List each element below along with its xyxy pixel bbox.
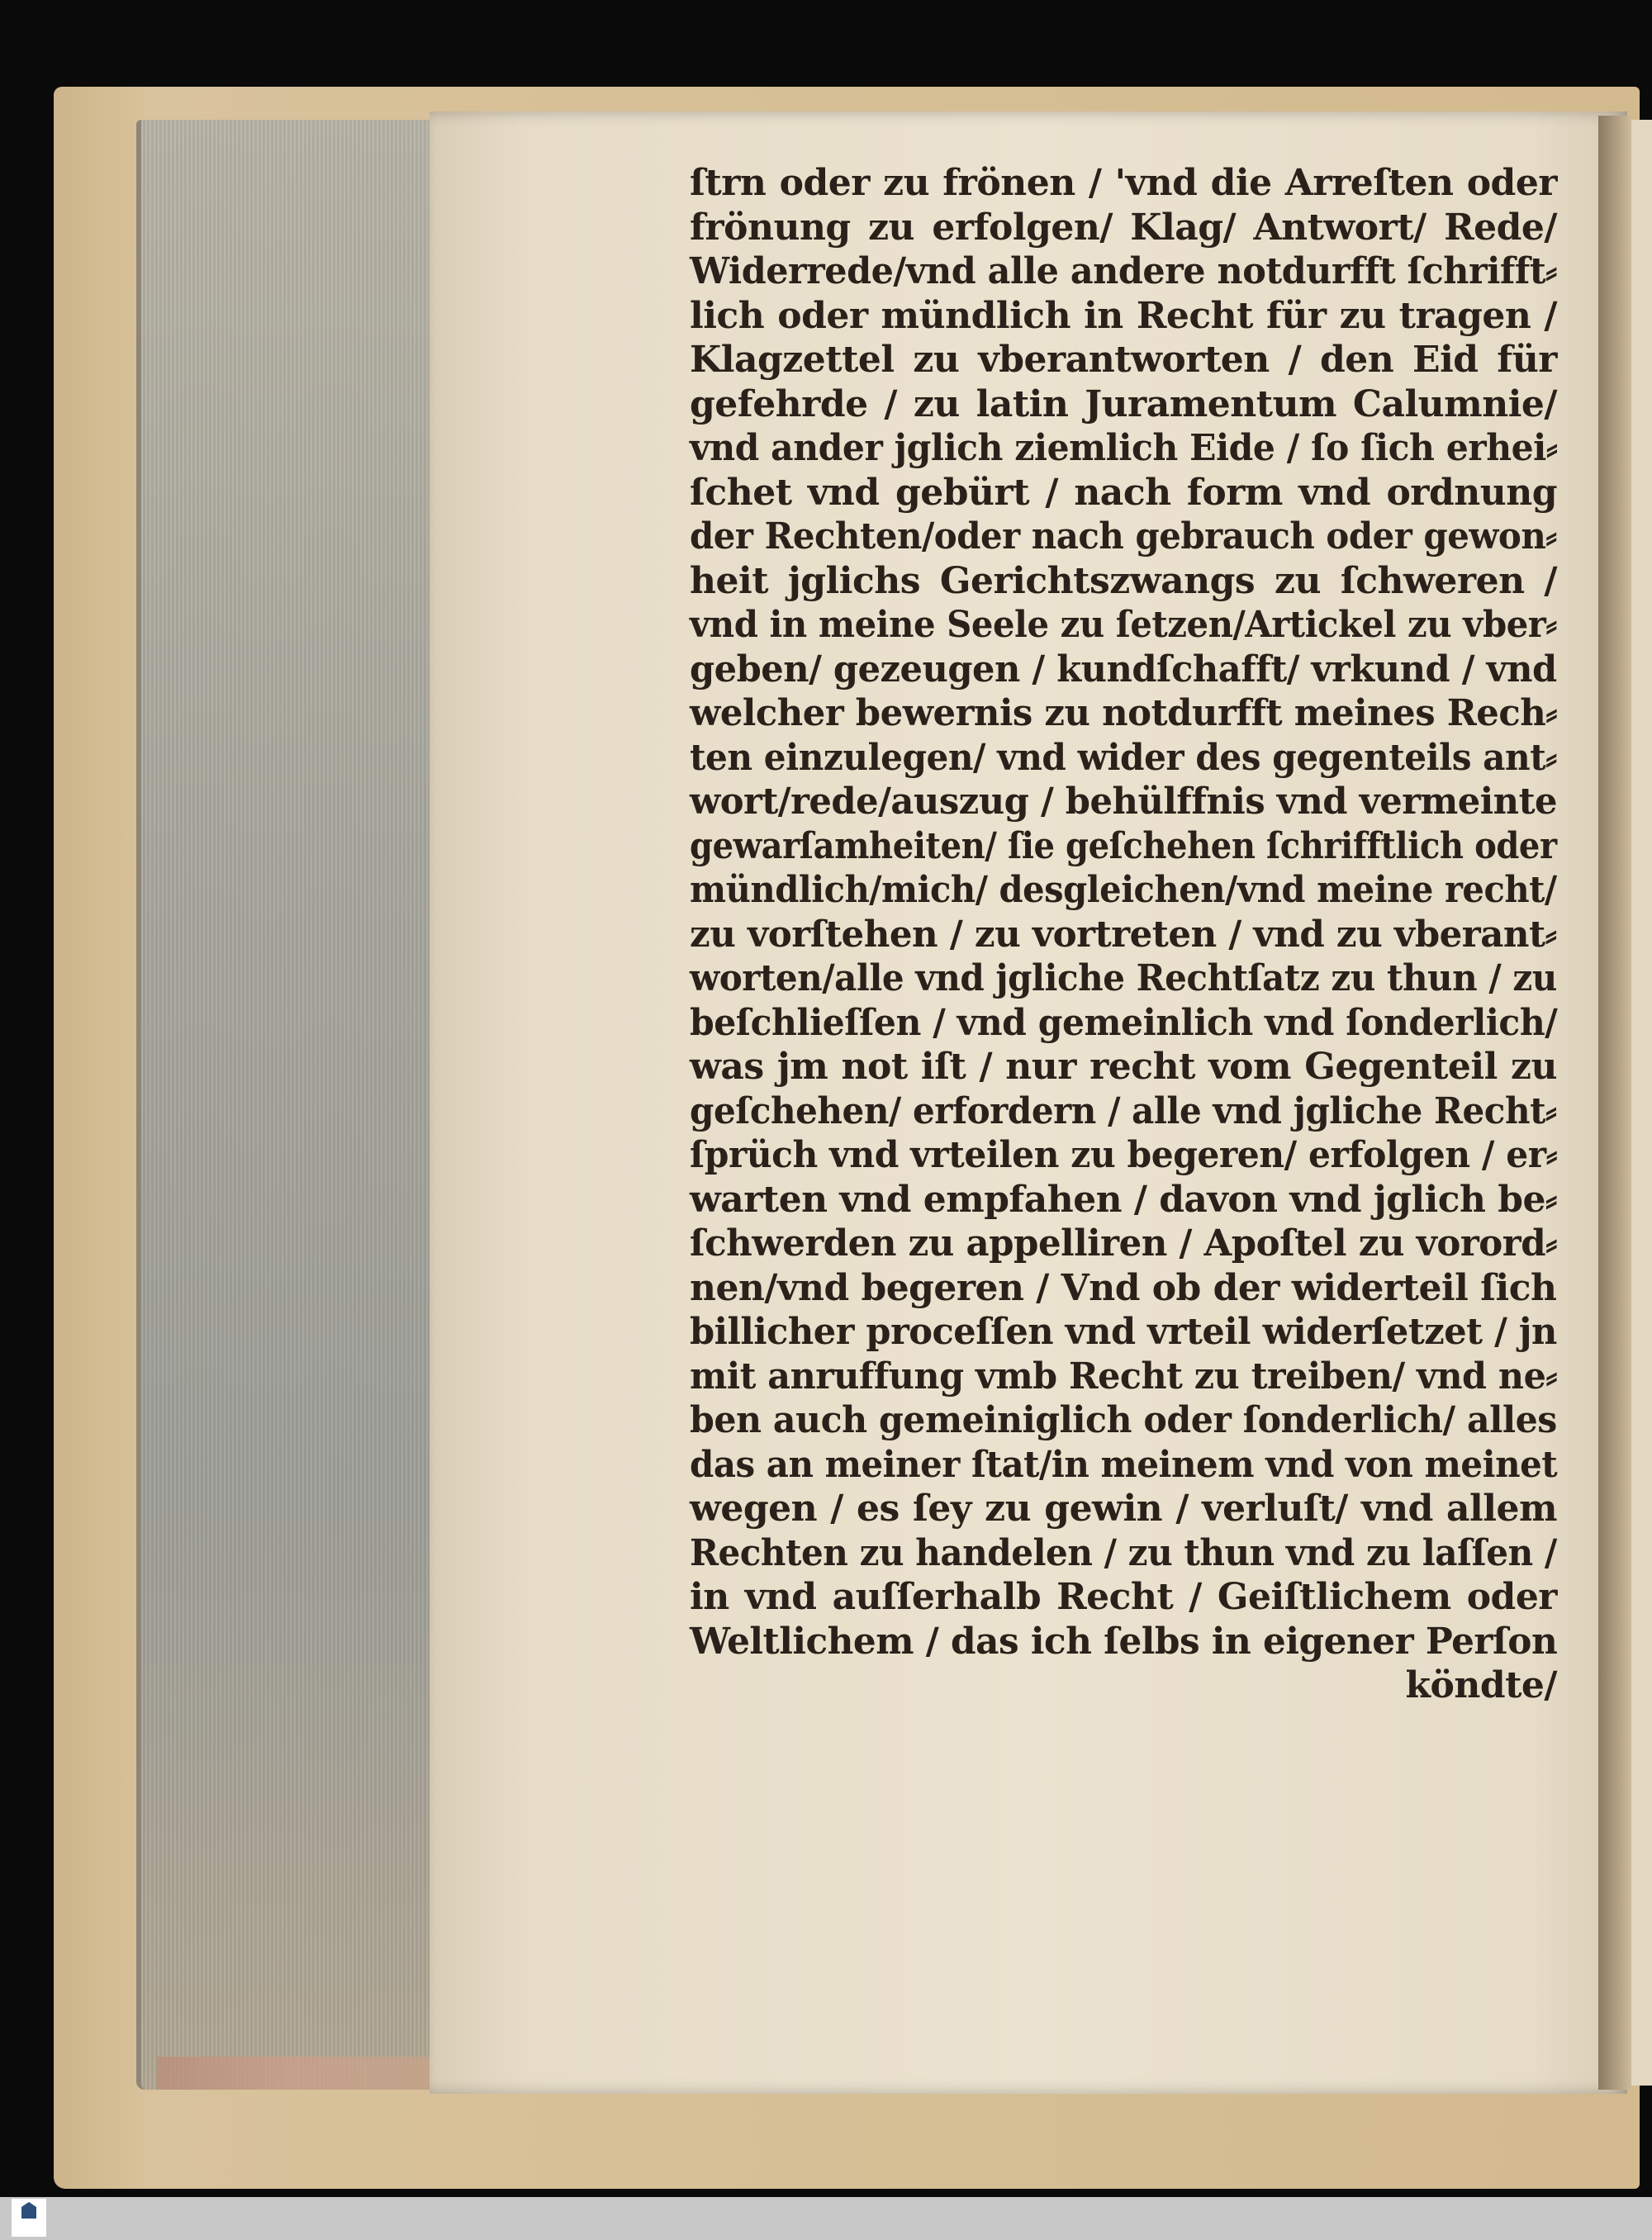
text-line: zu vorſtehen / zu vortreten / vnd zu vberant⸗	[690, 913, 1557, 956]
text-line: beſchlieſſen / vnd gemeinlich vnd ſonderlich/	[690, 1001, 1558, 1044]
text-line: ten einzulegen/ vnd wider des gegenteils ant⸗	[690, 736, 1557, 779]
text-line: ſtrn oder zu frönen / 'vnd die Arreſten oder	[690, 162, 1557, 204]
page-gutter	[1598, 116, 1631, 2090]
text-line: vnd ander jglich ziemlich Eide / ſo ſich erhei⸗	[690, 427, 1558, 469]
text-line: heit jglichs Gerichtszwangs zu ſchweren /	[690, 559, 1557, 602]
text-line: mit anruffung vmb Recht zu treiben/ vnd ne⸗	[690, 1355, 1558, 1398]
viewer-footer	[0, 2197, 1652, 2240]
text-line: wegen / es ſey zu gewin / verluſt/ vnd allem	[690, 1488, 1557, 1530]
text-line: in vnd auſſerhalb Recht / Geiſtlichem oder	[690, 1576, 1557, 1618]
page-edges-bottom	[157, 2057, 430, 2090]
text-line: geſchehen/ erfordern / alle vnd jgliche Recht⸗	[690, 1089, 1557, 1132]
text-line: worten/alle vnd jgliche Rechtſatz zu thun / zu	[690, 957, 1557, 999]
text-line: ſchet vnd gebürt / nach form vnd ordnung	[690, 471, 1557, 514]
text-line: billicher proceſſen vnd vrteil widerſetzet / jn	[690, 1311, 1557, 1353]
text-line: welcher bewernis zu notdurfft meines Rech⸗	[690, 692, 1558, 734]
text-line: gewarſamheiten/ ſie geſchehen ſchrifftlich oder	[690, 824, 1557, 867]
text-line: das an meiner ſtat/in meinem vnd von meinet	[690, 1443, 1558, 1486]
text-line: Widerrede/vnd alle andere notdurfft ſchrifft⸗	[690, 250, 1557, 292]
page-edges	[136, 120, 451, 2090]
text-line: der Rechten/oder nach gebrauch oder gewon⸗	[690, 515, 1557, 558]
text-line: gefehrde / zu latin Juramentum Calumnie/	[690, 382, 1557, 425]
text-block	[690, 161, 1557, 1708]
text-line: geben/ gezeugen / kundſchafft/ vrkund / vnd	[690, 648, 1557, 691]
text-line: wort/rede/auszug / behülffnis vnd vermeinte	[690, 781, 1558, 823]
text-line: Klagzettel zu vberantworten / den Eid für	[690, 339, 1557, 381]
text-line: lich oder mündlich in Recht für zu tragen /	[690, 294, 1557, 337]
text-line: ſchwerden zu appelliren / Apoſtel zu vorord⸗	[690, 1222, 1558, 1265]
text-line: warten vnd empfahen / davon vnd jglich be⸗	[690, 1178, 1558, 1221]
text-line: ſprüch vnd vrteilen zu begeren/ erfolgen / er⸗	[690, 1134, 1558, 1176]
library-logo-mark	[21, 2202, 36, 2219]
catchword: köndte/	[1405, 1664, 1557, 1706]
text-line: Weltlichem / das ich ſelbs in eigener Perſon	[690, 1620, 1558, 1663]
text-line: was jm not iſt / nur recht vom Gegenteil zu	[690, 1046, 1557, 1088]
library-logo-icon	[12, 2199, 46, 2237]
text-line: vnd in meine Seele zu ſetzen/Artickel zu vber⸗	[690, 604, 1557, 646]
text-line: Rechten zu handelen / zu thun vnd zu laſſen /	[690, 1531, 1557, 1574]
text-line: frönung zu erfolgen/ Klag/ Antwort/ Rede/	[690, 206, 1557, 249]
text-line: nen/vnd begeren / Vnd ob der widerteil ſich	[690, 1266, 1557, 1309]
text-line: ben auch gemeiniglich oder ſonderlich/ alles	[690, 1399, 1557, 1441]
text-line: mündlich/mich/ desgleichen/vnd meine recht/	[690, 869, 1557, 911]
